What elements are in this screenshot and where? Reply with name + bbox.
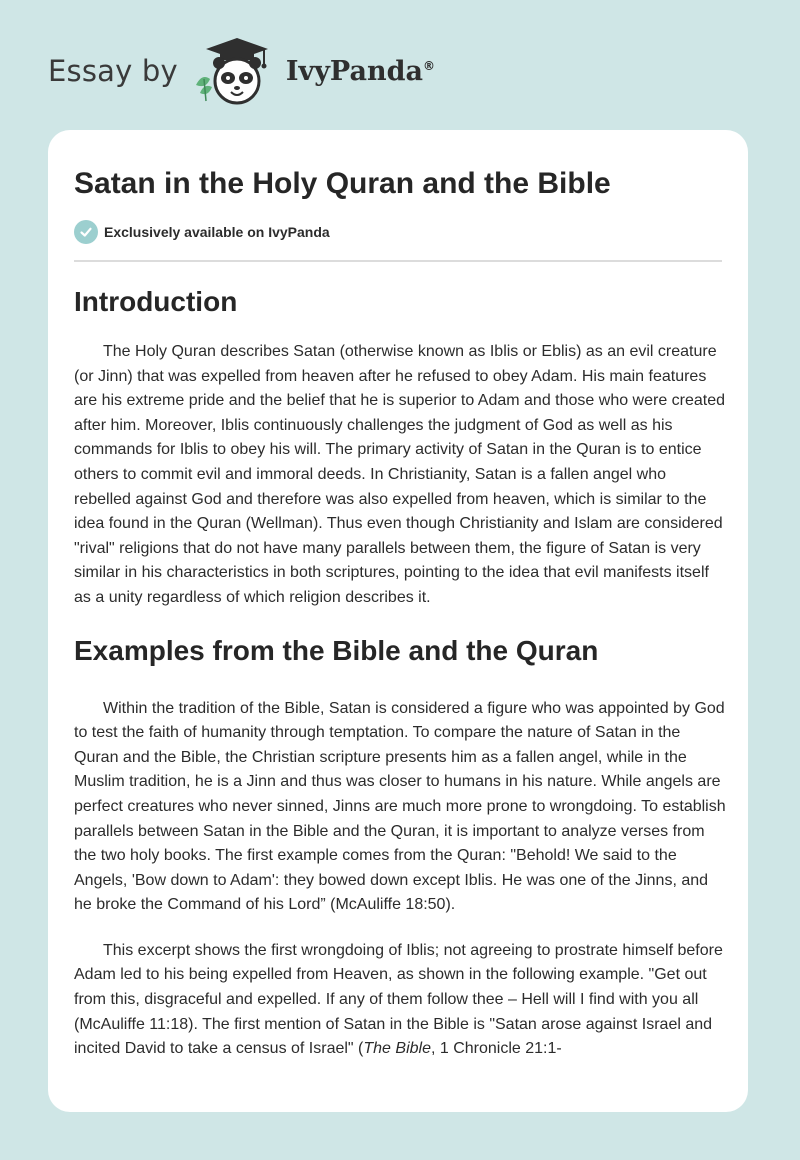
essay-card	[48, 130, 748, 1112]
page-title: Satan in the Holy Quran and the Bible	[74, 167, 611, 200]
paragraph	[74, 939, 726, 1062]
citation-title: The Bible	[363, 1040, 431, 1058]
brand-name: IvyPanda®	[285, 55, 435, 87]
section-introduction	[74, 284, 726, 611]
site-header	[48, 36, 435, 106]
graduation-cap-panda-icon	[190, 35, 284, 107]
section-examples	[74, 633, 726, 1062]
citation-tail: , 1 Chronicle 21:1-	[430, 1040, 562, 1058]
divider	[74, 260, 722, 262]
paragraph: The Holy Quran describes Satan (otherwise known as Iblis or Eblis) as an evil creature (or Jinn) that was expelled from heaven after he refused to obey Adam. His main features are his extreme pride and the belief that he is superior to Adam and those who were created after him. Moreover, Iblis continuously challenges the judgment of God as well as his commands for Iblis to obey his will. The primary activity of Satan in the Quran is to entice others to commit evil and immoral deeds. In Christianity, Satan is a fallen angel who rebelled against God and therefore was also expelled from heaven, which is similar to the idea found in the Quran (Wellman). Thus even though Christianity and Islam are considered "rival" religions that do not have many parallels between them, the figure of Satan is very similar in his characteristics in both scriptures, pointing to the idea that evil manifests itself as a unity regardless of which religion describes it.	[74, 343, 726, 606]
paragraph: Within the tradition of the Bible, Satan is considered a figure who was appointed by God to test the faith of humanity through temptation. To compare the nature of Satan in the Quran and the Bible, the Christian scripture presents him as a fallen angel, while in the Muslim tradition, he is a Jinn and thus was closer to humans in his nature. While angels are perfect creatures who never sinned, Jinns are much more prone to wrongdoing. To establish parallels between Satan in the Bible and the Quran, it is important to analyze verses from the two holy books. The first example comes from the Quran: "Behold! We said to the Angels, 'Bow down to Adam': they bowed down except Iblis. He was one of the Jinns, and he broke the Command of his Lord” (McAuliffe 18:50).	[74, 699, 726, 914]
brand-prefix: Essay by	[48, 54, 178, 88]
section-heading: Introduction	[74, 286, 238, 317]
paragraph-text: This excerpt shows the first wrongdoing of Iblis; not agreeing to prostrate himself before Adam led to his being expelled from Heaven, as shown in the following example. "Get out from this, disgraceful and expelled. If any of them follow thee – Hell will I find with you all (McAuliffe 11:18). The first mention of Satan in the Bible is "Satan arose against Israel and incited David to take a census of Israel" (	[74, 941, 723, 1058]
ivypanda-logo-link[interactable]	[190, 35, 435, 107]
section-heading: Examples from the Bible and the Quran	[74, 634, 599, 666]
exclusive-badge	[74, 218, 722, 246]
checkmark-icon	[74, 220, 98, 244]
exclusive-label: Exclusively available on IvyPanda	[104, 224, 330, 240]
